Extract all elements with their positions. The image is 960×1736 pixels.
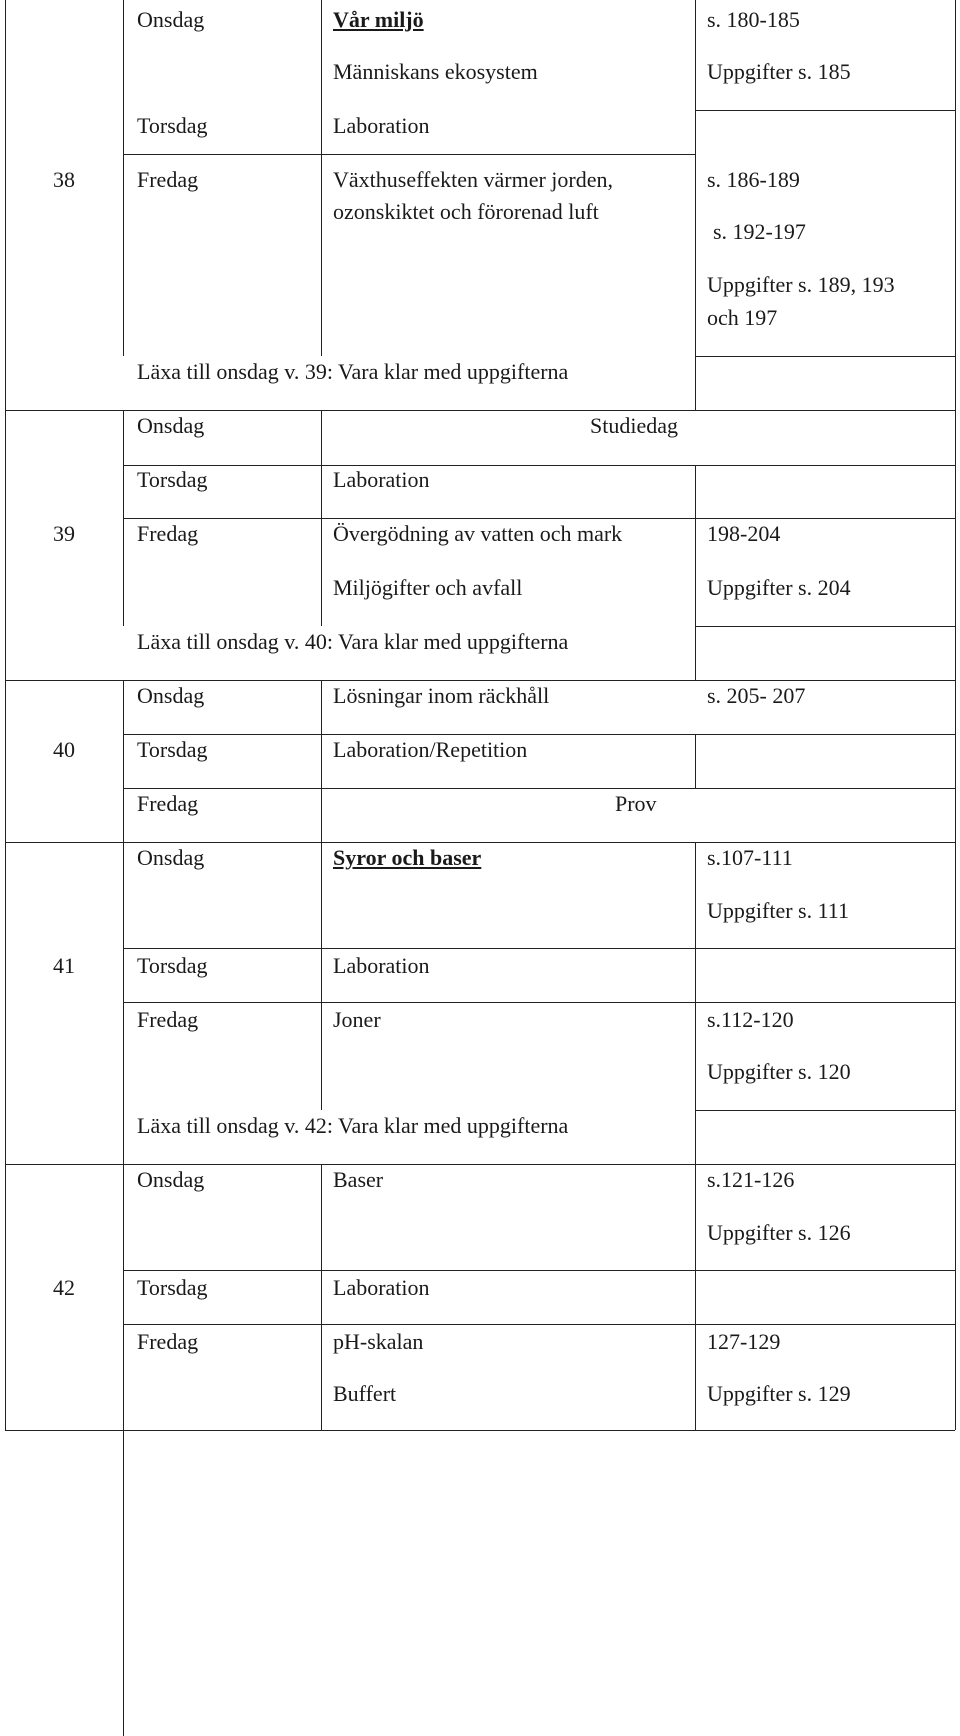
rule <box>5 410 955 411</box>
pages: s.107-111 <box>707 845 793 870</box>
day-label: Torsdag <box>137 953 208 978</box>
rule <box>123 518 955 519</box>
topic: Baser <box>333 1167 384 1192</box>
rule <box>695 465 696 680</box>
rule <box>123 1324 955 1325</box>
topic: Laboration <box>333 953 430 978</box>
topic: Laboration <box>333 113 430 138</box>
day-label: Fredag <box>137 1007 199 1032</box>
tasks: Uppgifter s. 129 <box>707 1381 851 1406</box>
tasks: Uppgifter s. 120 <box>707 1059 851 1084</box>
topic: Joner <box>333 1007 381 1032</box>
homework-note: Läxa till onsdag v. 39: Vara klar med uppgifterna <box>137 359 569 384</box>
pages: s.121-126 <box>707 1167 795 1192</box>
topic: Människans ekosystem <box>333 59 538 84</box>
rule <box>123 1270 955 1271</box>
rule <box>695 626 955 627</box>
week-number: 38 <box>53 167 75 192</box>
pages: s. 192-197 <box>713 219 806 244</box>
rule <box>5 842 955 843</box>
topic: Studiedag <box>590 413 678 438</box>
rule <box>123 734 955 735</box>
day-label: Onsdag <box>137 845 205 870</box>
topic: Laboration <box>333 1275 430 1300</box>
day-label: Torsdag <box>137 737 208 762</box>
day-label: Onsdag <box>137 7 205 32</box>
rule <box>695 356 955 357</box>
day-label: Torsdag <box>137 467 208 492</box>
day-label: Fredag <box>137 791 199 816</box>
tasks: Uppgifter s. 189, 193 <box>707 272 895 297</box>
rule <box>5 0 6 1430</box>
week-number: 40 <box>53 737 75 762</box>
rule <box>695 0 696 410</box>
day-label: Fredag <box>137 521 199 546</box>
topic: Miljögifter och avfall <box>333 575 523 600</box>
pages: 198-204 <box>707 521 781 546</box>
tasks: Uppgifter s. 185 <box>707 59 851 84</box>
pages: s.112-120 <box>707 1007 794 1032</box>
pages: s. 205- 207 <box>707 683 806 708</box>
tasks: Uppgifter s. 126 <box>707 1220 851 1245</box>
week-number: 39 <box>53 521 75 546</box>
topic: Övergödning av vatten och mark <box>333 521 623 546</box>
week-number: 42 <box>53 1275 75 1300</box>
section-heading: Vår miljö <box>333 7 424 32</box>
topic: Växthuseffekten värmer jorden, <box>333 167 613 192</box>
rule <box>321 680 322 1110</box>
rule <box>5 1164 955 1165</box>
rule <box>321 410 322 626</box>
week-number: 41 <box>53 953 75 978</box>
rule <box>955 0 956 1430</box>
topic: Lösningar inom räckhåll <box>333 683 550 708</box>
day-label: Onsdag <box>137 413 205 438</box>
topic: Laboration <box>333 467 430 492</box>
topic: Laboration/Repetition <box>333 737 528 762</box>
day-label: Fredag <box>137 1329 199 1354</box>
tasks: Uppgifter s. 204 <box>707 575 851 600</box>
rule <box>123 680 124 1736</box>
rule <box>321 0 322 356</box>
section-heading: Syror och baser <box>333 845 482 870</box>
rule <box>695 842 696 1164</box>
homework-note: Läxa till onsdag v. 40: Vara klar med uppgifterna <box>137 629 569 654</box>
tasks: Uppgifter s. 111 <box>707 898 849 923</box>
rule <box>123 948 955 949</box>
rule <box>123 1002 955 1003</box>
rule <box>123 465 955 466</box>
homework-note: Läxa till onsdag v. 42: Vara klar med uppgifterna <box>137 1113 569 1138</box>
topic: pH-skalan <box>333 1329 424 1354</box>
pages: s. 186-189 <box>707 167 800 192</box>
rule <box>123 0 124 356</box>
pages: s. 180-185 <box>707 7 800 32</box>
rule <box>695 1164 696 1430</box>
topic: Prov <box>615 791 657 816</box>
day-label: Onsdag <box>137 1167 205 1192</box>
rule <box>321 1164 322 1430</box>
rule <box>5 1430 955 1431</box>
day-label: Fredag <box>137 167 199 192</box>
day-label: Torsdag <box>137 1275 208 1300</box>
topic: Buffert <box>333 1381 397 1406</box>
topic: ozonskiktet och förorenad luft <box>333 199 599 224</box>
day-label: Torsdag <box>137 113 208 138</box>
tasks: och 197 <box>707 305 778 330</box>
rule <box>123 410 124 626</box>
rule <box>695 110 955 111</box>
rule <box>695 1110 955 1111</box>
rule <box>123 154 695 155</box>
pages: 127-129 <box>707 1329 781 1354</box>
rule <box>123 788 955 789</box>
rule <box>695 734 696 788</box>
rule <box>5 680 955 681</box>
day-label: Onsdag <box>137 683 205 708</box>
